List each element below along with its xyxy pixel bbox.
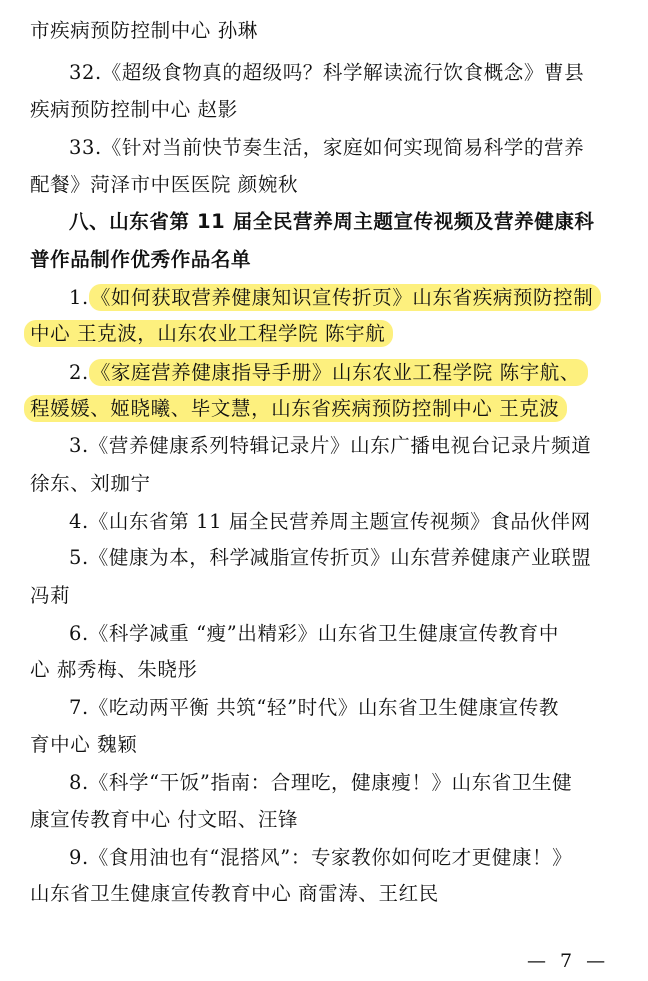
list-item-3: 3.《营养健康系列特辑记录片》山东广播电视台记录片频道 (69, 434, 592, 457)
list-item-3-continued: 徐东、刘珈宁 (30, 472, 151, 495)
list-item-33: 33.《针对当前快节奏生活，家庭如何实现简易科学的营养 (69, 136, 585, 159)
list-item-9-continued: 山东省卫生健康宣传教育中心 商雷涛、王红民 (30, 882, 439, 905)
list-item-7-continued: 育中心 魏颖 (30, 733, 138, 756)
list-item-4: 4.《山东省第 11 届全民营养周主题宣传视频》食品伙伴网 (69, 510, 591, 533)
list-item-6-continued: 心 郝秀梅、朱晓彤 (30, 658, 198, 681)
item-number: 2. (69, 361, 89, 384)
list-item-6: 6.《科学减重 “瘦”出精彩》山东省卫生健康宣传教育中 (69, 622, 559, 645)
section-heading: 八、山东省第 11 届全民营养周主题宣传视频及营养健康科 (69, 210, 595, 233)
list-item-8: 8.《科学“干饭”指南：合理吃，健康瘦！》山东省卫生健 (69, 771, 573, 794)
list-item-2-continued (30, 396, 567, 422)
list-item-1 (69, 285, 601, 311)
section-heading-continued: 普作品制作优秀作品名单 (30, 248, 252, 271)
highlighted-text: 程媛媛、姬晓曦、毕文慧，山东省疾病预防控制中心 王克波 (24, 395, 567, 422)
list-item-7: 7.《吃动两平衡 共筑“轻”时代》山东省卫生健康宣传教 (69, 696, 559, 719)
list-item-5-continued: 冯莉 (30, 584, 71, 607)
text-line: 市疾病预防控制中心 孙琳 (30, 19, 258, 42)
list-item-8-continued: 康宣传教育中心 付文昭、汪锋 (30, 808, 299, 831)
highlighted-text: 《如何获取营养健康知识宣传折页》山东省疾病预防控制 (89, 284, 602, 311)
list-item-32: 32.《超级食物真的超级吗？科学解读流行饮食概念》曹县 (69, 61, 585, 84)
text-line: 配餐》菏泽市中医医院 颜婉秋 (30, 173, 299, 196)
highlighted-text: 《家庭营养健康指导手册》山东农业工程学院 陈宇航、 (89, 359, 588, 386)
item-number: 1. (69, 286, 89, 309)
page-number: — 7 — (527, 950, 610, 972)
text-line: 疾病预防控制中心 赵影 (30, 98, 238, 121)
list-item-9: 9.《食用油也有“混搭风”：专家教你如何吃才更健康！》 (69, 846, 573, 869)
highlighted-text: 中心 王克波，山东农业工程学院 陈宇航 (24, 320, 393, 347)
list-item-1-continued (30, 321, 393, 347)
list-item-2 (69, 360, 588, 386)
list-item-5: 5.《健康为本，科学减脂宣传折页》山东营养健康产业联盟 (69, 546, 592, 569)
